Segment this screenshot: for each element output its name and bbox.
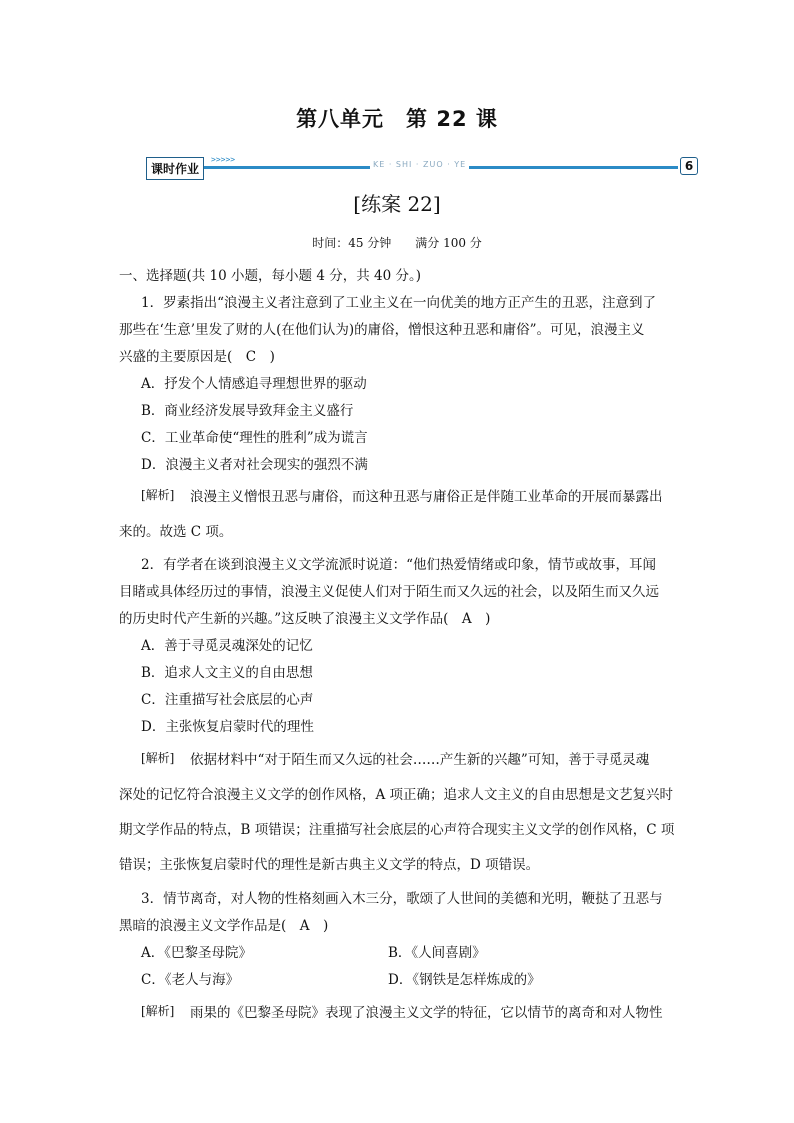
q2-option-b: B．追求人文主义的自由思想	[141, 665, 313, 681]
q1-analysis-line: 来的。故选 C 项。	[119, 524, 233, 540]
q3-analysis-line: 雨果的《巴黎圣母院》表现了浪漫主义文学的特征，它以情节的离奇和对人物性	[190, 1005, 663, 1021]
q3-analysis-label: [解析]	[141, 1004, 175, 1018]
q1-line: 1．罗素指出“浪漫主义者注意到了工业主义在一向优美的地方正产生的丑恶，注意到了	[141, 295, 656, 311]
banner-label: 课时作业	[146, 157, 204, 180]
q1-analysis-label: [解析]	[141, 488, 175, 502]
q2-line: 2．有学者在谈到浪漫主义文学流派时说道：“他们热爱情绪或印象，情节或故事，耳闻	[141, 557, 656, 573]
q1-option-b: B．商业经济发展导致拜金主义盛行	[141, 403, 354, 419]
q1-option-d: D．浪漫主义者对社会现实的强烈不满	[141, 457, 368, 473]
q3-line: 黑暗的浪漫主义文学作品是( A )	[119, 918, 329, 934]
q3-option-a: A．《巴黎圣母院》	[141, 945, 252, 961]
q2-analysis-label: [解析]	[141, 751, 175, 765]
q2-analysis-line: 错误；主张恢复启蒙时代的理性是新古典主义文学的特点，D 项错误。	[119, 857, 540, 873]
q2-analysis-line: 依据材料中“对于陌生而又久远的社会……产生新的兴趣”可知，善于寻觅灵魂	[190, 752, 650, 768]
q2-option-d: D．主张恢复启蒙时代的理性	[141, 719, 314, 735]
q1-line: 那些在‘生意’里发了财的人(在他们认为)的庸俗，憎恨这种丑恶和庸俗”。可见，浪漫主义	[119, 322, 645, 338]
q2-line: 目睹或具体经历过的事情，浪漫主义促使人们对于陌生而又久远的社会，以及陌生而又久远	[119, 584, 659, 600]
q3-option-d: D．《钢铁是怎样炼成的》	[388, 972, 541, 988]
q1-option-c: C．工业革命使“理性的胜利”成为谎言	[141, 430, 368, 446]
homework-banner	[142, 152, 700, 182]
banner-pinyin: KE · SHI · ZUO · YE	[370, 160, 469, 169]
q2-option-a: A．善于寻觅灵魂深处的记忆	[141, 638, 313, 654]
q2-analysis-line: 期文学作品的特点，B 项错误；注重描写社会底层的心声符合现实主义文学的创作风格，C 项	[119, 822, 675, 838]
case-title: [练案 22]	[353, 192, 441, 216]
q2-option-c: C．注重描写社会底层的心声	[141, 692, 314, 708]
q1-option-a: A．抒发个人情感追寻理想世界的驱动	[141, 376, 367, 392]
section-heading: 一、选择题(共 10 小题，每小题 4 分，共 40 分。)	[119, 268, 421, 284]
banner-number: 6	[680, 157, 698, 175]
q1-analysis-line: 浪漫主义憎恨丑恶与庸俗，而这种丑恶与庸俗正是伴随工业革命的开展而暴露出	[190, 489, 663, 505]
q3-line: 3．情节离奇，对人物的性格刻画入木三分，歌颂了人世间的美德和光明，鞭挞了丑恶与	[141, 891, 663, 907]
time-line: 时间：45 分钟 满分 100 分	[312, 236, 482, 250]
q3-option-c: C．《老人与海》	[141, 972, 240, 988]
q2-line: 的历史时代产生新的兴趣。”这反映了浪漫主义文学作品( A )	[119, 611, 491, 627]
banner-arrows: >>>>>	[211, 155, 236, 164]
q1-line: 兴盛的主要原因是( C )	[119, 349, 275, 365]
q2-analysis-line: 深处的记忆符合浪漫主义文学的创作风格，A 项正确；追求人文主义的自由思想是文艺复兴时	[119, 787, 674, 803]
page-title: 第八单元 第 22 课	[296, 107, 498, 131]
q3-option-b: B．《人间喜剧》	[388, 945, 486, 961]
